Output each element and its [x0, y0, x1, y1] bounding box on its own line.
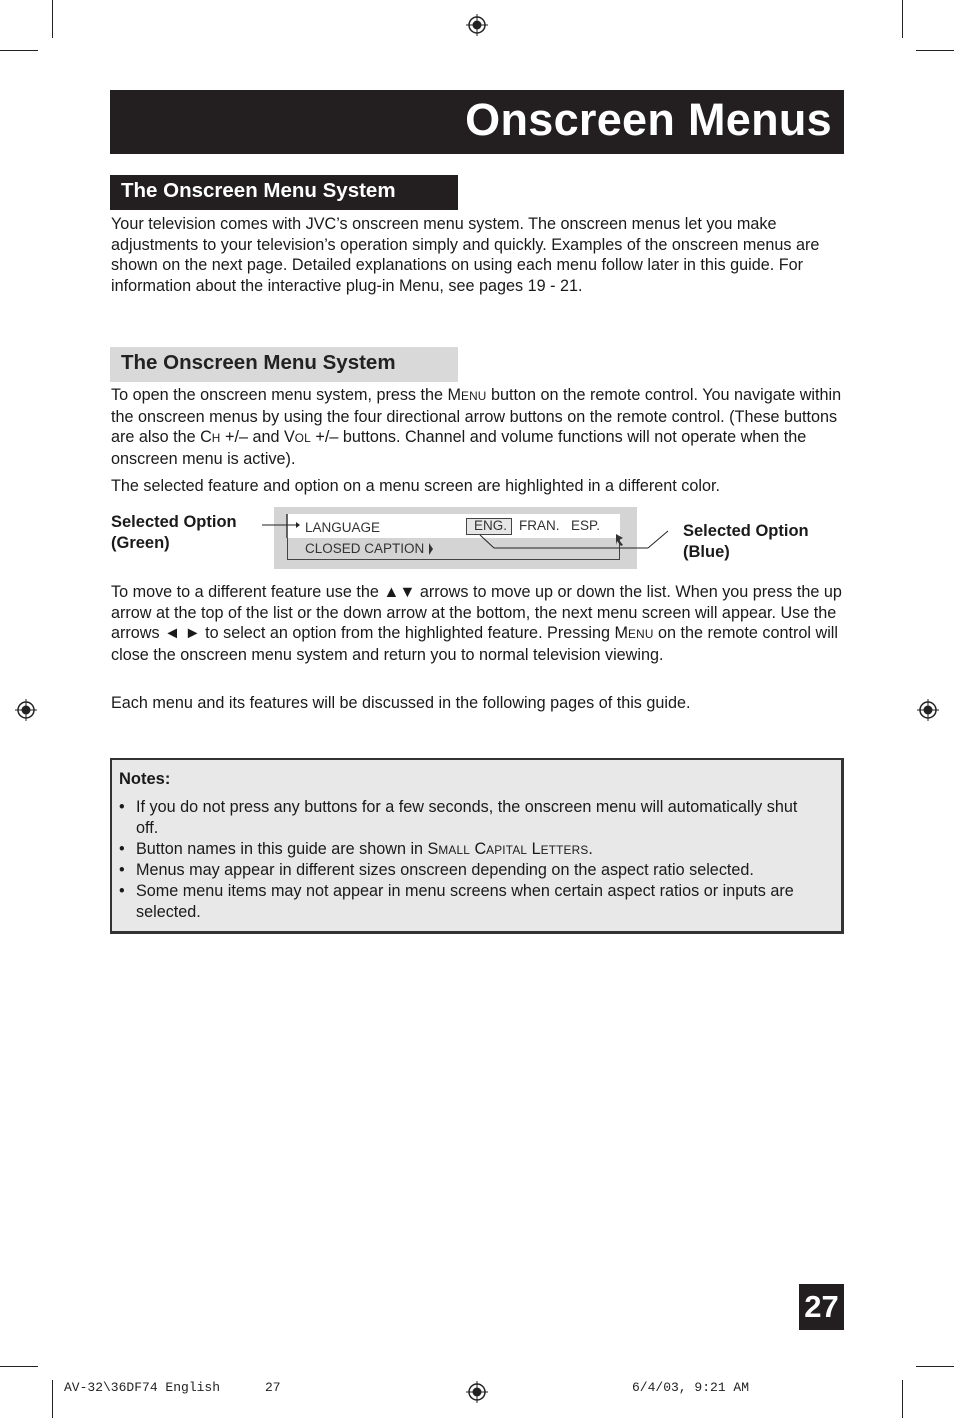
registration-mark-icon [466, 1381, 488, 1403]
list-item: • Some menu items may not appear in menu screens when certain aspect ratios or inputs are selected. [119, 882, 794, 921]
navigation-paragraph: To move to a different feature use the ▲▼ arrows to move up or down the list. When you press the up arrow at the top of the list or the down arrow at the bottom, the next menu screen will appear. Use the arrows ◄ ► to select an option from the highlighted feature. Pressing MENU on the remote control will close the onscreen menu system and return you to normal television viewing. [111, 583, 842, 664]
page-title: Onscreen Menus [465, 94, 832, 145]
footer-page: 27 [265, 1380, 281, 1395]
section-heading: The Onscreen Menu System [110, 175, 458, 210]
callout-leader-lines [0, 0, 954, 600]
registration-mark-icon [15, 699, 37, 721]
closing-paragraph: Each menu and its features will be discussed in the following pages of this guide. [111, 694, 691, 712]
crop-mark [916, 1366, 954, 1367]
section-body: Your television comes with JVC’s onscreen menu system. The onscreen menus let you make adjustments to your television’s operation simply and quickly. Examples of the onscreen menus are shown on the next page. Detailed explanations on using each menu follow later in this guide. For information about the interactive plug-in Menu, see pages 19 - 21. [111, 215, 820, 295]
section-heading: The Onscreen Menu System [110, 347, 458, 382]
menu-item-language: LANGUAGE [305, 520, 381, 535]
list-item: • Button names in this guide are shown in SMALL CAPITAL LETTERS. [119, 839, 593, 858]
crop-mark [52, 1380, 53, 1418]
menu-item-closed-caption: CLOSED CAPTION [305, 541, 425, 556]
registration-mark-icon [917, 699, 939, 721]
crop-mark [0, 1366, 38, 1367]
menu-option-esp: ESP. [571, 518, 601, 533]
notes-title: Notes: [119, 770, 171, 788]
highlight-paragraph: The selected feature and option on a menu screen are highlighted in a different color. [111, 477, 720, 495]
notes-box [110, 758, 844, 934]
footer-date: 6/4/03, 9:21 AM [632, 1380, 750, 1395]
footer-filename: AV-32\36DF74 English [64, 1380, 221, 1395]
page-number: 27 [799, 1284, 844, 1330]
instructions-paragraph: To open the onscreen menu system, press the MENU button on the remote control. You navigate within the onscreen menus by using the four directional arrow buttons on the remote control. (These buttons are also the CH +/– and VOL +/– buttons. Channel and volume functions will not operate when the onscreen menu is active). [111, 386, 842, 468]
notes-list [119, 797, 819, 923]
callout-selected-option-green: Selected Option (Green) [111, 513, 237, 552]
list-item: • Menus may appear in different sizes onscreen depending on the aspect ratio selected. [119, 861, 754, 880]
list-item: • If you do not press any buttons for a few seconds, the onscreen menu will automatically shut off. [119, 798, 798, 837]
menu-option-eng: ENG. [474, 518, 508, 533]
menu-option-fran: FRAN. [519, 518, 560, 533]
crop-mark [902, 1380, 903, 1418]
callout-selected-option-blue: Selected Option (Blue) [683, 522, 809, 561]
